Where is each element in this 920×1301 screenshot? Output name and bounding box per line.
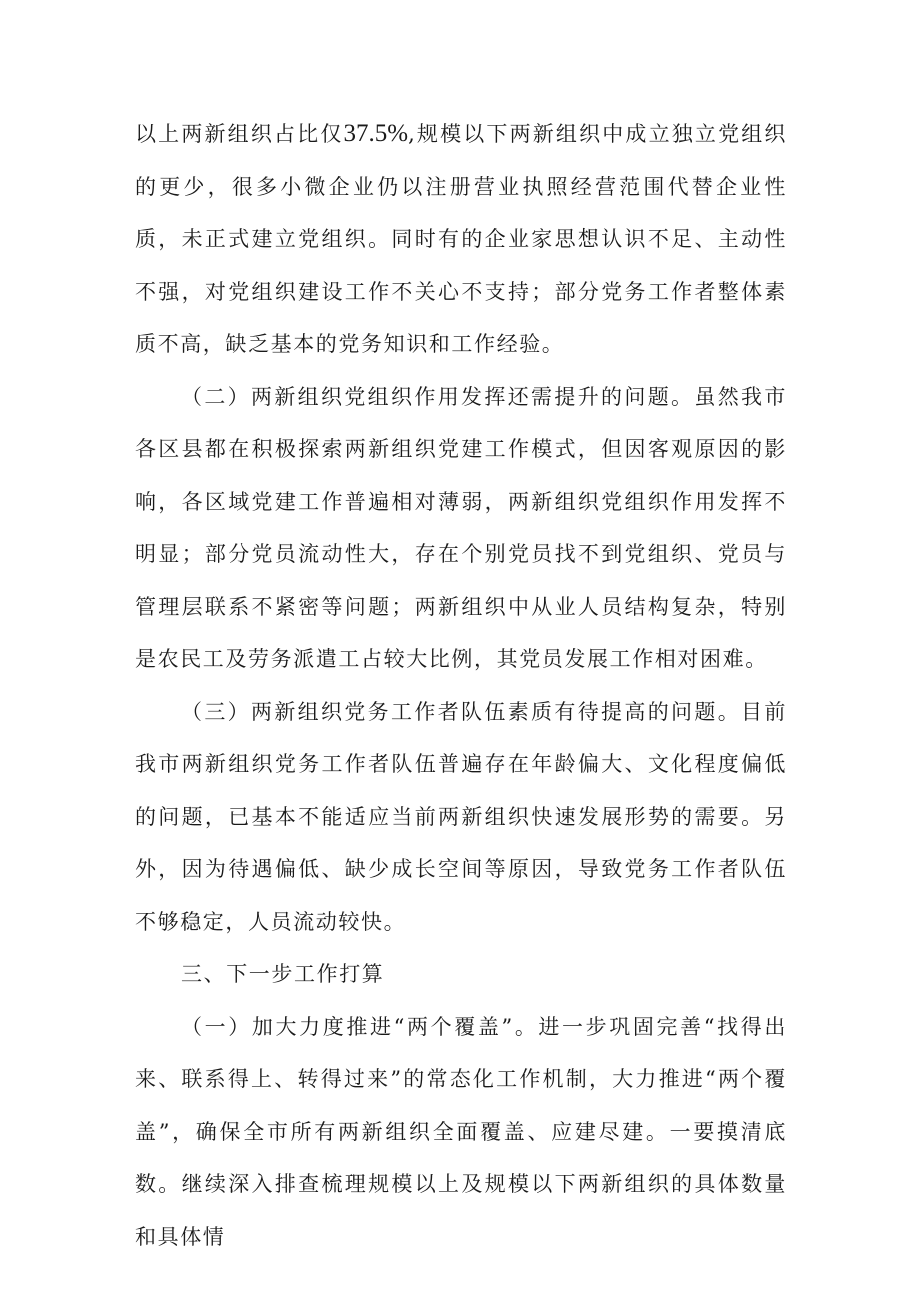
percentage-value: 37.5% <box>343 120 409 147</box>
paragraph-plan-one: （一）加大力度推进“两个覆盖”。进一步巩固完善“找得出来、联系得上、转得过来”的常态化工作机制，大力推进“两个覆盖”，确保全市所有两新组织全面覆盖、应建尽建。一要摸清底数。继续深入排查梳理规模以上及规模以下两新组织的具体数量和具体情 <box>135 1014 787 1249</box>
paragraph-issue-three: （三）两新组织党务工作者队伍素质有待提高的问题。目前我市两新组织党务工作者队伍普遍存在年龄偏大、文化程度偏低的问题，已基本不能适应当前两新组织快速发展形势的需要。另外，因为待遇偏低、缺少成长空间等原因，导致党务工作者队伍不够稳定，人员流动较快。 <box>135 699 787 934</box>
document-body <box>135 108 787 1263</box>
paragraph-text-end: ,规模以下两新组织中成立独立党组织的更少，很多小微企业仍以注册营业执照经营范围代替企业性质，未正式建立党组织。同时有的企业家思想认识不足、主动性不强，对党组织建设工作不关心不支持；部分党务工作者整体素质不高，缺乏基本的党务知识和工作经验。 <box>135 122 788 356</box>
section-heading-next-steps: 三、下一步工作打算 <box>181 962 385 986</box>
paragraph-continued <box>135 108 787 371</box>
paragraph-text-start: 以上两新组织占比仅 <box>135 122 344 146</box>
paragraph-issue-two: （二）两新组织党组织作用发挥还需提升的问题。虽然我市各区县都在积极探索两新组织党建工作模式，但因客观原因的影响，各区域党建工作普遍相对薄弱，两新组织党组织作用发挥不明显；部分党员流动性大，存在个别党员找不到党组织、党员与管理层联系不紧密等问题；两新组织中从业人员结构复杂，特别是农民工及劳务派遣工占较大比例，其党员发展工作相对困难。 <box>135 384 787 671</box>
